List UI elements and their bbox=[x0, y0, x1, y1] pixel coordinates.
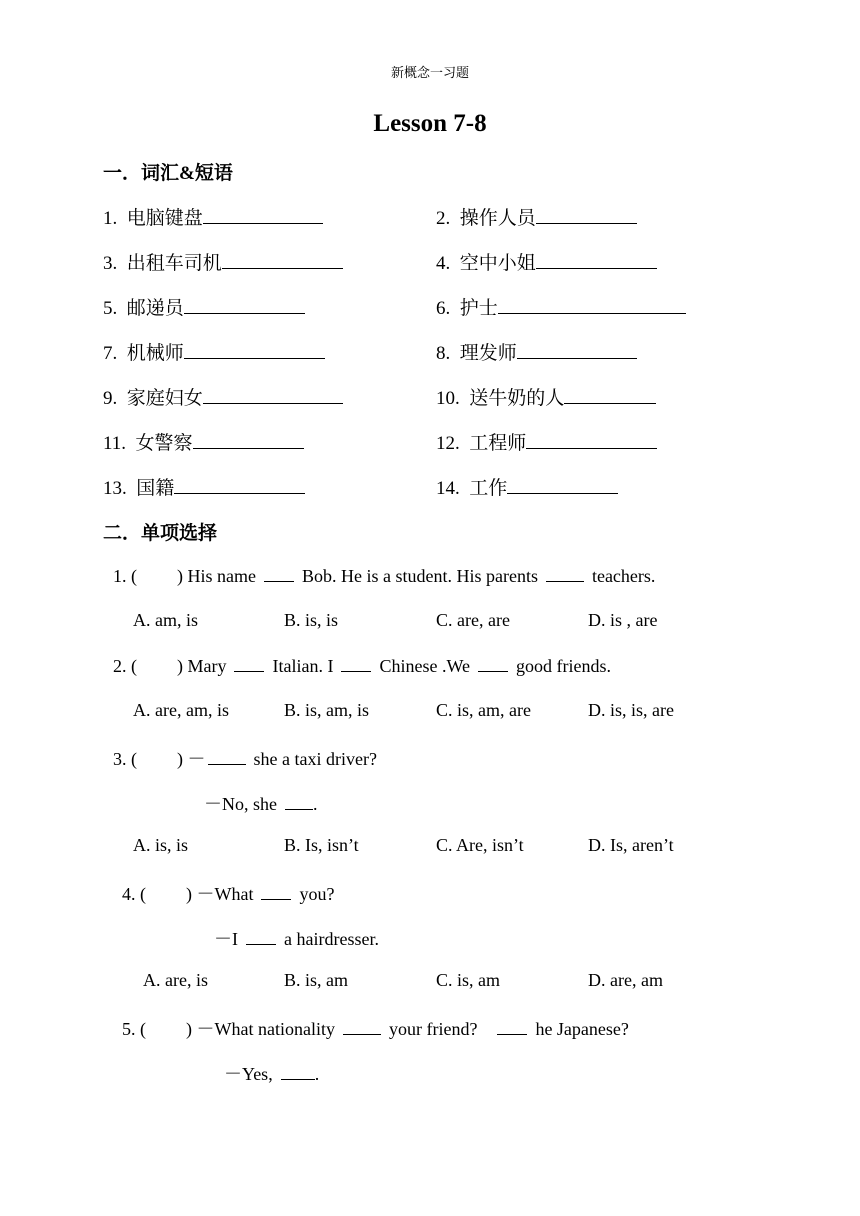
vocab-term: 工程师 bbox=[469, 433, 527, 454]
question-text: －Yes, bbox=[224, 1064, 273, 1084]
option-c[interactable]: C. is, am bbox=[436, 970, 501, 990]
answer-blank[interactable] bbox=[564, 385, 656, 404]
vocab-term: 护士 bbox=[459, 298, 498, 319]
option-b[interactable]: B. Is, isn’t bbox=[284, 835, 359, 855]
answer-blank[interactable] bbox=[203, 385, 343, 404]
question-text: ) －What nationality bbox=[186, 1019, 335, 1039]
fill-blank[interactable] bbox=[343, 1018, 381, 1035]
vocab-number: 10. bbox=[436, 388, 460, 409]
option-a[interactable]: A. are, is bbox=[143, 970, 208, 990]
question-text: Bob. He is a student. His parents bbox=[301, 566, 538, 586]
fill-blank[interactable] bbox=[497, 1018, 527, 1035]
question-text: your friend? bbox=[388, 1019, 478, 1039]
vocab-item-5 bbox=[103, 293, 305, 320]
vocab-item-3 bbox=[103, 248, 343, 275]
fill-blank[interactable] bbox=[546, 565, 584, 582]
section-choice-heading: 二．单项选择 bbox=[103, 523, 218, 544]
vocab-item-13 bbox=[103, 473, 305, 500]
question-4-response bbox=[214, 925, 379, 951]
vocab-item-4 bbox=[436, 248, 657, 275]
question-text: Italian. I bbox=[272, 656, 334, 676]
question-5-response bbox=[224, 1060, 319, 1086]
question-text: she a taxi driver? bbox=[253, 749, 377, 769]
vocab-item-2 bbox=[436, 203, 637, 230]
option-a[interactable]: A. am, is bbox=[133, 610, 198, 630]
vocab-term: 空中小姐 bbox=[459, 253, 536, 274]
vocab-number: 9. bbox=[103, 388, 118, 409]
vocab-term: 女警察 bbox=[135, 433, 193, 454]
option-c[interactable]: C. Are, isn’t bbox=[436, 835, 524, 855]
question-text: ) Mary bbox=[177, 656, 227, 676]
vocab-number: 2. bbox=[436, 208, 451, 229]
question-text: teachers. bbox=[591, 566, 656, 586]
question-2-stem bbox=[113, 655, 611, 677]
answer-blank[interactable] bbox=[536, 205, 637, 224]
option-d[interactable]: D. are, am bbox=[588, 970, 663, 990]
vocab-number: 4. bbox=[436, 253, 451, 274]
question-text: －I bbox=[214, 929, 238, 949]
question-number: 1. ( bbox=[113, 566, 137, 586]
vocab-item-10 bbox=[436, 383, 656, 410]
vocab-number: 13. bbox=[103, 478, 127, 499]
answer-blank[interactable] bbox=[184, 295, 305, 314]
answer-blank[interactable] bbox=[536, 250, 657, 269]
vocab-item-7 bbox=[103, 338, 325, 365]
question-number: 2. ( bbox=[113, 656, 137, 676]
vocab-term: 电脑键盘 bbox=[126, 208, 203, 229]
vocab-item-9 bbox=[103, 383, 343, 410]
question-number: 3. ( bbox=[113, 749, 137, 769]
fill-blank[interactable] bbox=[264, 565, 294, 582]
option-d[interactable]: D. is , are bbox=[588, 610, 658, 630]
option-b[interactable]: B. is, am, is bbox=[284, 700, 370, 720]
answer-blank[interactable] bbox=[507, 475, 618, 494]
vocab-term: 机械师 bbox=[126, 343, 184, 364]
question-text: . bbox=[313, 794, 318, 814]
answer-blank[interactable] bbox=[222, 250, 343, 269]
question-text: . bbox=[314, 1064, 320, 1084]
vocab-term: 国籍 bbox=[136, 478, 175, 499]
answer-blank[interactable] bbox=[526, 430, 657, 449]
question-text: a hairdresser. bbox=[284, 929, 379, 949]
question-text: ) － bbox=[177, 749, 206, 769]
vocab-term: 家庭妇女 bbox=[126, 388, 203, 409]
vocab-number: 14. bbox=[436, 478, 460, 499]
vocab-term: 邮递员 bbox=[126, 298, 184, 319]
question-text: he Japanese? bbox=[535, 1019, 629, 1039]
question-number: 4. ( bbox=[122, 884, 146, 904]
vocab-number: 3. bbox=[103, 253, 118, 274]
vocab-term: 操作人员 bbox=[459, 208, 536, 229]
fill-blank[interactable] bbox=[208, 748, 246, 765]
question-number: 5. ( bbox=[122, 1019, 146, 1039]
vocab-item-6 bbox=[436, 293, 686, 320]
vocab-item-1 bbox=[103, 203, 323, 230]
option-c[interactable]: C. is, am, are bbox=[436, 700, 531, 720]
fill-blank[interactable] bbox=[341, 655, 371, 672]
fill-blank[interactable] bbox=[285, 793, 313, 810]
page-header: 新概念一习题 bbox=[390, 65, 469, 80]
vocab-number: 6. bbox=[436, 298, 451, 319]
vocab-item-8 bbox=[436, 338, 637, 365]
question-text: －No, she bbox=[204, 794, 277, 814]
question-1-stem bbox=[113, 565, 655, 587]
vocab-number: 1. bbox=[103, 208, 118, 229]
question-text: good friends. bbox=[516, 656, 611, 676]
option-d[interactable]: D. Is, aren’t bbox=[588, 835, 674, 855]
answer-blank[interactable] bbox=[184, 340, 325, 359]
question-5-stem bbox=[122, 1015, 629, 1041]
answer-blank[interactable] bbox=[517, 340, 637, 359]
question-text: ) His name bbox=[177, 566, 256, 586]
vocab-number: 8. bbox=[436, 343, 451, 364]
vocab-item-14 bbox=[436, 473, 618, 500]
vocab-item-12 bbox=[436, 428, 657, 455]
option-d[interactable]: D. is, is, are bbox=[588, 700, 674, 720]
fill-blank[interactable] bbox=[281, 1063, 315, 1080]
fill-blank[interactable] bbox=[478, 655, 508, 672]
vocab-term: 送牛奶的人 bbox=[469, 388, 565, 409]
vocab-number: 12. bbox=[436, 433, 460, 454]
answer-blank[interactable] bbox=[174, 475, 305, 494]
fill-blank[interactable] bbox=[246, 928, 276, 945]
vocab-term: 出租车司机 bbox=[126, 253, 222, 274]
option-b[interactable]: B. is, am bbox=[284, 970, 349, 990]
vocab-number: 11. bbox=[103, 433, 127, 454]
option-b[interactable]: B. is, is bbox=[284, 610, 339, 630]
option-a[interactable]: A. is, is bbox=[133, 835, 189, 855]
vocab-term: 理发师 bbox=[459, 343, 517, 364]
answer-blank[interactable] bbox=[498, 295, 686, 314]
question-3-response bbox=[204, 790, 318, 816]
fill-blank[interactable] bbox=[234, 655, 264, 672]
vocab-term: 工作 bbox=[469, 478, 508, 499]
fill-blank[interactable] bbox=[261, 883, 291, 900]
option-a[interactable]: A. are, am, is bbox=[133, 700, 229, 720]
answer-blank[interactable] bbox=[203, 205, 323, 224]
vocab-item-11 bbox=[103, 428, 304, 455]
section-vocabulary-heading: 一．词汇&短语 bbox=[103, 163, 233, 184]
question-text: Chinese .We bbox=[379, 656, 470, 676]
option-c[interactable]: C. are, are bbox=[436, 610, 510, 630]
question-text: you? bbox=[299, 884, 335, 904]
question-4-stem bbox=[122, 880, 334, 906]
lesson-title: Lesson 7-8 bbox=[373, 110, 487, 137]
question-3-stem bbox=[113, 745, 377, 771]
question-text: ) －What bbox=[186, 884, 254, 904]
vocab-number: 7. bbox=[103, 343, 118, 364]
vocab-number: 5. bbox=[103, 298, 118, 319]
answer-blank[interactable] bbox=[193, 430, 304, 449]
